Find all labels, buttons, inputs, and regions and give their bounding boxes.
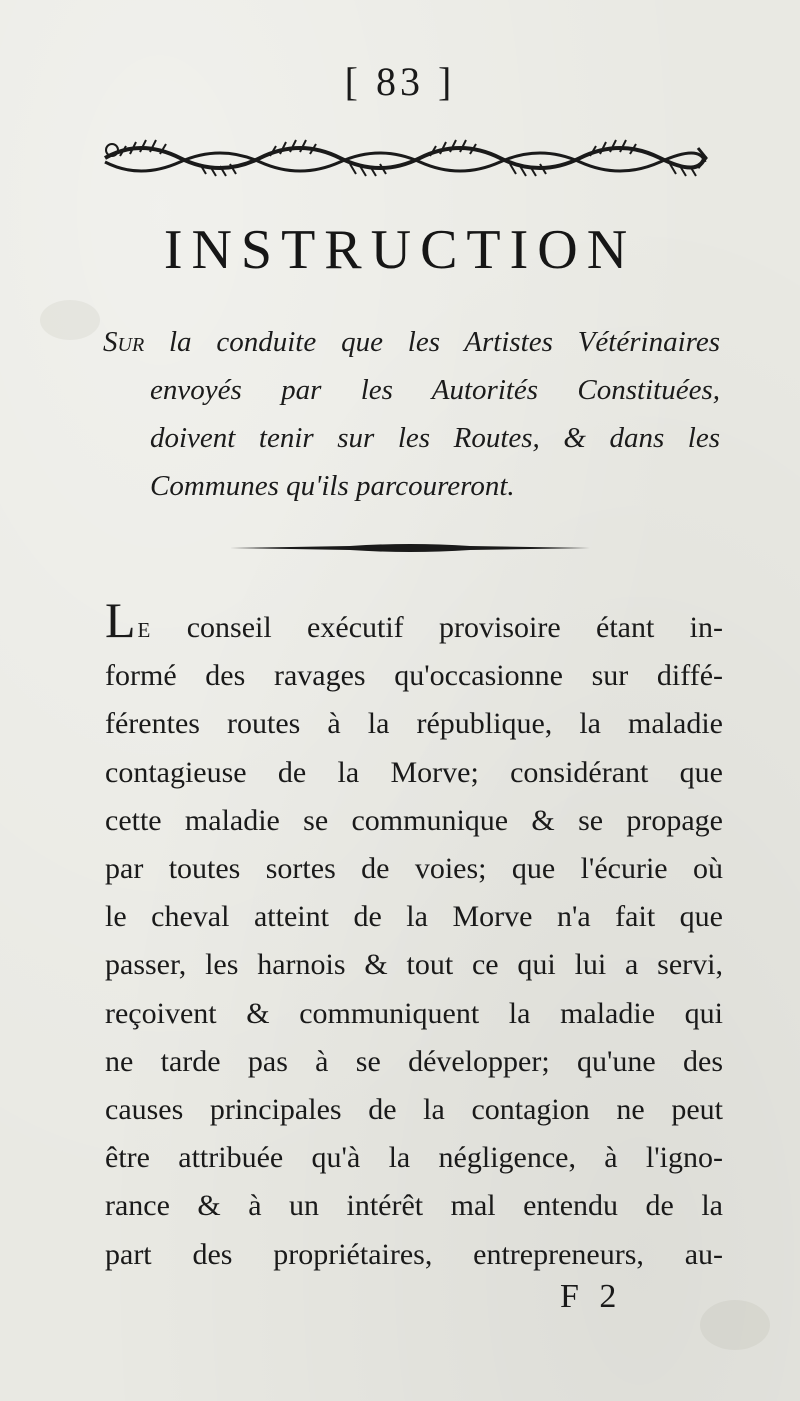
subtitle-line: doivent tenir sur les Routes, & dans les <box>150 422 720 454</box>
body-line: passer, les harnois & tout ce qui lui a servi, <box>105 948 723 982</box>
body-line: le cheval atteint de la Morve n'a fait que <box>105 900 723 934</box>
paper-stain <box>40 300 100 340</box>
paper-stain <box>700 1300 770 1350</box>
subtitle-line-text: la conduite que les Artistes Vétérinaires <box>144 326 720 358</box>
subtitle-line: Communes qu'ils parcoureront. <box>150 470 515 502</box>
drop-cap: L <box>105 592 136 648</box>
body-line: être attribuée qu'à la négligence, à l'igno- <box>105 1141 723 1175</box>
body-line: par toutes sortes de voies; que l'écurie où <box>105 852 723 886</box>
body-line: reçoivent & communiquent la maladie qui <box>105 996 723 1030</box>
subtitle-line <box>103 318 720 366</box>
signature-mark: F 2 <box>560 1278 623 1315</box>
body-line <box>105 592 723 652</box>
body-line: part des propriétaires, entrepreneurs, au- <box>105 1237 723 1271</box>
body-line: formé des ravages qu'occasionne sur diffé- <box>105 659 723 693</box>
body-line: causes principales de la contagion ne peut <box>105 1093 723 1127</box>
page-number: [ 83 ] <box>344 59 456 104</box>
body-paragraph <box>105 592 723 1279</box>
heading-title: INSTRUCTION <box>163 219 637 281</box>
drop-cap-follow: e <box>137 611 152 644</box>
subtitle-block <box>103 318 723 510</box>
decorative-rule <box>230 541 590 555</box>
body-line: cette maladie se communique & se propage <box>105 803 723 837</box>
body-line: contagieuse de la Morve; considérant que <box>105 755 723 789</box>
body-line: ne tarde pas à se développer; qu'une des <box>105 1044 723 1078</box>
body-line-text: conseil exécutif provisoire étant in- <box>151 611 723 644</box>
decorative-vine-border <box>100 128 710 180</box>
subtitle-lead-word: Sur <box>103 326 145 358</box>
body-line: férentes routes à la république, la maladie <box>105 707 723 741</box>
body-line: rance & à un intérêt mal entendu de la <box>105 1189 723 1223</box>
subtitle-line: envoyés par les Autorités Constituées, <box>150 374 720 406</box>
